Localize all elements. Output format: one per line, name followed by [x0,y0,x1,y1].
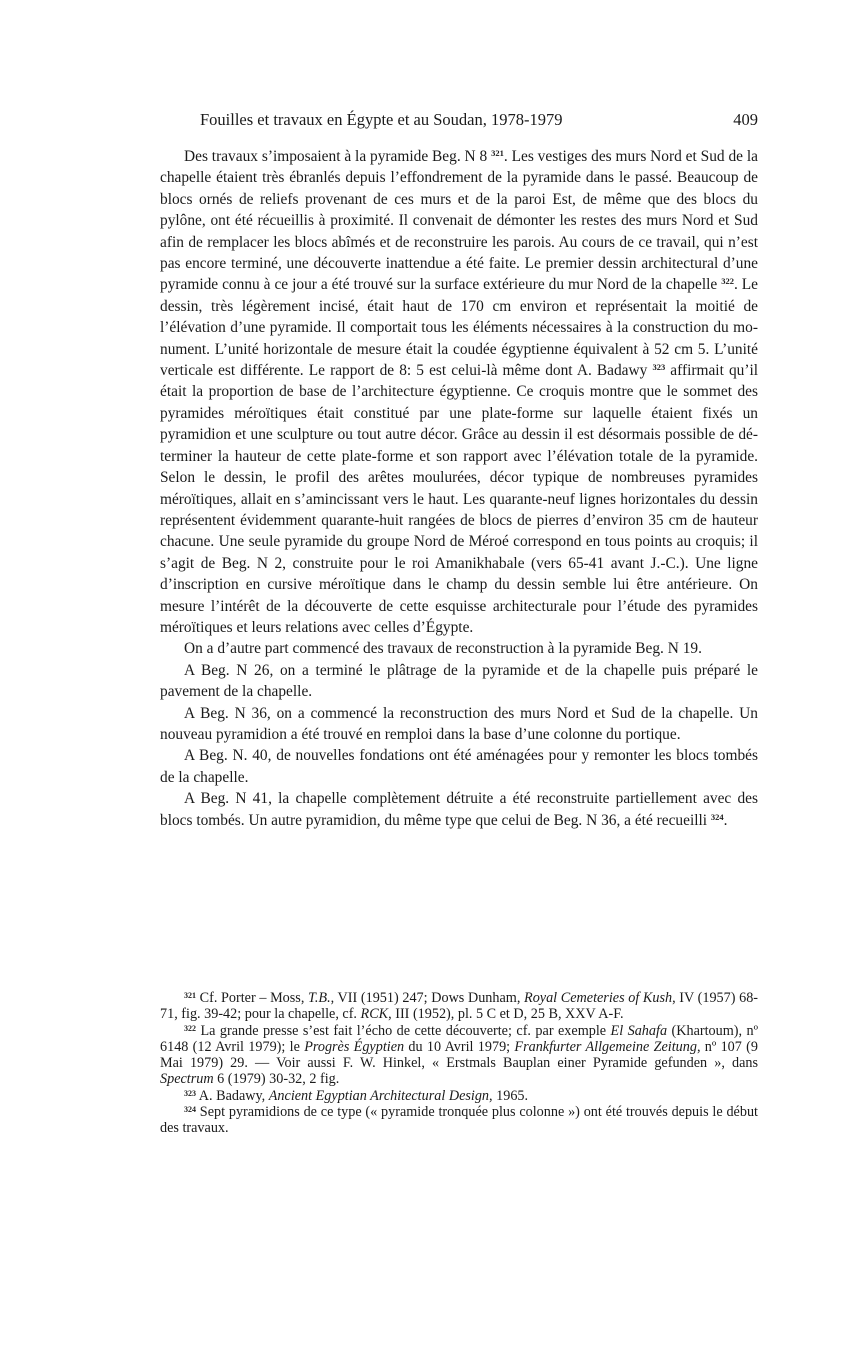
note-ref: 321 [184,991,196,1000]
text-run: , III (1952), pl. 5 C et D, 25 B, XXV A-F. [388,1006,624,1023]
text-run: , VII (1951) 247; Dows Dunham, [330,990,525,1006]
note-ref: 324 [710,811,724,822]
note-ref: 323 [184,1088,196,1098]
footnote [160,1104,758,1137]
italic-text: El Sahafa [610,1022,668,1039]
paragraph [160,146,758,638]
text-run: On a d’autre part commencé des travaux de reconstruction à la pyramide Beg. N 19. [184,640,702,658]
paragraph [160,703,758,746]
footnote [160,990,758,1023]
running-head [160,110,758,134]
italic-text: T.B. [308,990,331,1006]
text-run: Des travaux s’imposaient à la pyramide Beg. N 8 [184,148,492,165]
text-run: . Les vestiges des murs Nord et Sud de la chapelle étaient très ébranlés depuis l’effondrement de la pyramide dans le passé. Beaucoup de blocs ornés de reliefs provenant de ces murs et de la paroi Est, de même que des blocs du pylône, ont été récueillis à proximité. Il convenait de démonter les restes des murs Nord et Sud afin de remplacer les blocs abîmés et de reconstruire les parois. Au cours de ce travail, qui n’est pas encore terminé, une découverte inattendue a été faite. Le premier dessin architectural d’une pyramide connu à ce jour a été trouvé sur la surface extérieure du mur Nord de la chapelle [160,148,758,294]
text-run: . Le dessin, très légèrement incisé, était haut de 170 cm environ et représentait la moitié de l’élévation d’une pyramide. Il comportait tous les éléments nécessaires à la construction du monument. L’unité horizontale de mesure était la coudée égyptienne équivalent à 52 cm 5. L’unité verticale est différente. Le rapport de 8: 5 est celui-là même dont A. Badawy [160,276,758,380]
italic-text: RCK [360,1006,389,1023]
italic-text: Spectrum [160,1071,214,1088]
text-run: La grande presse s’est fait l’écho de cette découverte; cf. par exemple [196,1022,611,1039]
text-run: . [723,811,728,829]
italic-text: Royal Cemeteries of Kush [524,990,673,1006]
text-run: , 1965. [489,1087,529,1104]
page-number: 409 [733,110,758,129]
note-ref: 322 [184,1023,196,1033]
text-run: Cf. Porter – Moss, [196,990,309,1006]
italic-text: Progrès Égyptien [304,1038,405,1055]
italic-text: Ancient Egyptian Architectural Design [268,1087,490,1104]
text-run: A Beg. N 26, on a terminé le plâtrage de la pyramide et de la chapelle puis préparé le pavement de la chapelle. [160,661,758,701]
paragraph [160,638,758,659]
footnote [160,1023,758,1088]
note-ref: 322 [721,276,734,287]
running-title: Fouilles et travaux en Égypte et au Soudan, 1978-1979 [200,110,563,129]
footnote [160,1088,758,1104]
italic-text: Frankfurter Allgemeine Zeitung [514,1038,697,1055]
text-run: Sept pyramidions de ce type (« pyramide tronquée plus colonne ») ont été trouvés depuis le début des travaux. [160,1104,758,1137]
text-run: , IV (1957) 68-71, fig. 39-42; pour la chapelle, cf. [160,990,759,1023]
paragraph [160,745,758,788]
text-run: , nº 107 (9 Mai 1979) 29. — Voir aussi F. W. Hinkel, « Erstmals Bauplan einer Pyramide gefunden », dans [160,1038,758,1072]
paragraph [160,788,758,831]
note-ref: 321 [491,148,504,158]
text-run: du 10 Avril 1979; [404,1038,515,1055]
text-run: A. Badawy, [196,1087,269,1104]
text-run: (Khartoum), nº 6148 (12 Avril 1979); le [160,1022,758,1055]
footnotes [160,990,758,1137]
paragraph [160,660,758,703]
text-run: affirmait qu’il était la proportion de base de l’architecture égyptienne. Ce croquis montre que le sommet des pyramides méroïtiques était constitué par une plate-forme sur laquelle étaient fixés un pyramidion et une sculpture ou tout autre décor. Grâce au dessin il est désormais possible de déterminer la hauteur de cette plate-forme et son rapport avec l’élévation totale de la pyramide. Selon le dessin, le profil des arêtes moulurées, décor typique de nombreuses pyramides méroïtiques, allait en s’amincissant vers le haut. Les quarante-neuf lignes horizontales du dessin représentent évidemment quarante-huit rangées de blocs de pierres d’environ 35 cm de hauteur chacune. Une seule pyramide du groupe Nord de Méroé correspond en tous points au croquis; il s’agit de Beg. N 2, construite pour le roi Amanikhabale (vers 65-41 avant J.-C.). Une ligne d’inscription en cursive méroïtique dans le champ du dessin semble lui être antérieure. On mesure l’intérêt de la découverte de cette esquisse architecturale pour l’étude des pyramides méroïtiques et leurs relations avec celles d’Égypte. [160,362,759,636]
note-ref: 323 [652,362,666,373]
text-run: 6 (1979) 30-32, 2 fig. [213,1071,340,1088]
text-run: A Beg. N 36, on a commencé la reconstruction des murs Nord et Sud de la chapelle. Un nouveau pyramidion a été trouvé en remploi dans la base d’une colonne du portique. [160,704,758,743]
body-text [160,146,758,831]
text-run: A Beg. N. 40, de nouvelles fondations ont été aménagées pour y remonter les blocs tombés de la chapelle. [160,747,758,786]
note-ref: 324 [184,1105,196,1115]
text-run: A Beg. N 41, la chapelle complètement détruite a été reconstruite partiellement avec des blocs tombés. Un autre pyramidion, du même type que celui de Beg. N 36, a été recueilli [160,790,758,829]
